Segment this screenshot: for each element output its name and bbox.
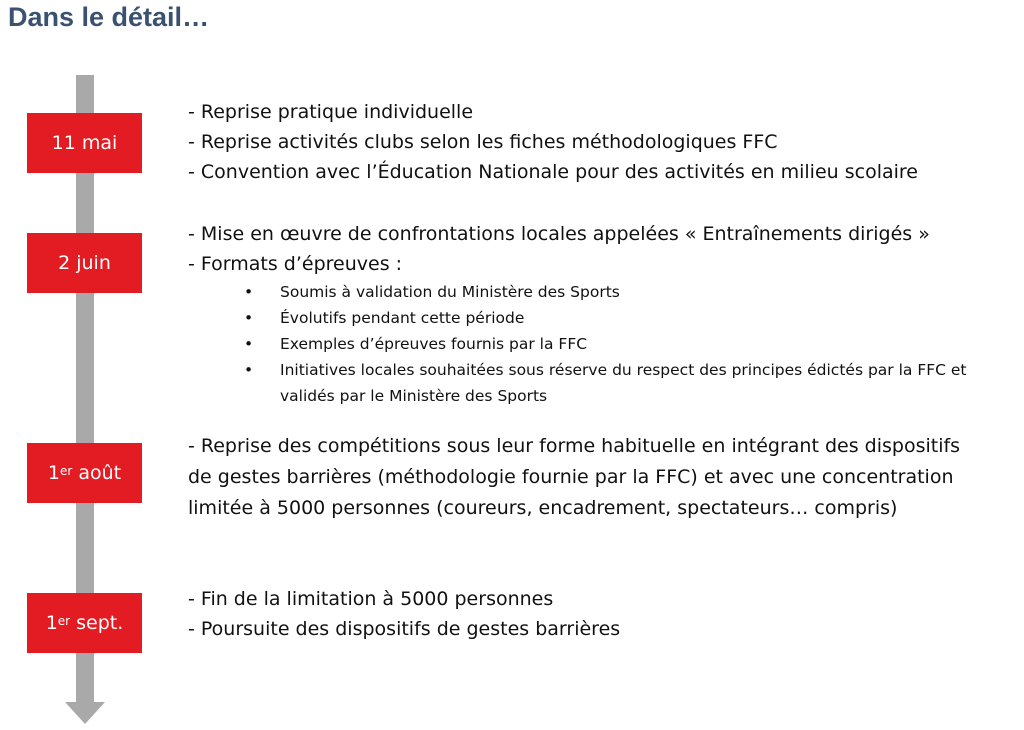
date-label: 2 juin — [58, 252, 111, 274]
milestone-line: - Fin de la limitation à 5000 personnes — [188, 588, 554, 610]
date-label-superscript: er — [57, 614, 71, 628]
milestone-line: - Poursuite des dispositifs de gestes barrières — [188, 618, 621, 640]
milestone-11-mai-content — [188, 97, 1008, 187]
formats-sub-list — [188, 279, 1008, 409]
milestone-paragraph: - Reprise des compétitions sous leur forme habituelle en intégrant des dispositifs de gestes barrières (méthodologie fournie par la FFC) et avec une concentration limitée à 5000 personnes (coureurs, encadrement, spectateurs… compris) — [188, 435, 961, 519]
milestone-line: - Mise en œuvre de confrontations locales appelées « Entraînements dirigés » — [188, 223, 930, 245]
date-box-1er-sept — [27, 593, 142, 653]
sub-list-item: • Évolutifs pendant cette période — [244, 305, 1008, 331]
milestone-line: - Formats d’épreuves : — [188, 253, 403, 275]
milestone-1er-aout-content — [188, 431, 1008, 524]
page-title: Dans le détail… — [8, 2, 210, 32]
milestone-1er-sept-content — [188, 584, 1008, 644]
timeline-arrow-head-icon — [65, 702, 105, 724]
date-box-11-mai — [27, 113, 142, 173]
sub-list-item: • Soumis à validation du Ministère des Sports — [244, 279, 1008, 305]
milestone-line: - Convention avec l’Éducation Nationale pour des activités en milieu scolaire — [188, 161, 918, 183]
milestone-line: - Reprise pratique individuelle — [188, 101, 474, 123]
date-label: 11 mai — [51, 132, 118, 154]
sub-list-item: • Initiatives locales souhaitées sous réserve du respect des principes édictés par la FFC et validés par le Ministère des Sports — [244, 357, 1008, 409]
date-box-1er-aout — [27, 443, 142, 503]
date-label-month: sept. — [70, 612, 124, 634]
milestone-2-juin-content — [188, 219, 1008, 409]
date-label-month: août — [72, 462, 122, 484]
date-label-number: 1 — [45, 612, 58, 634]
milestone-line: - Reprise activités clubs selon les fiches méthodologiques FFC — [188, 131, 778, 153]
sub-list-item: • Exemples d’épreuves fournis par la FFC — [244, 331, 1008, 357]
date-label-number: 1 — [47, 462, 60, 484]
date-box-2-juin — [27, 233, 142, 293]
date-label-superscript: er — [59, 464, 73, 478]
